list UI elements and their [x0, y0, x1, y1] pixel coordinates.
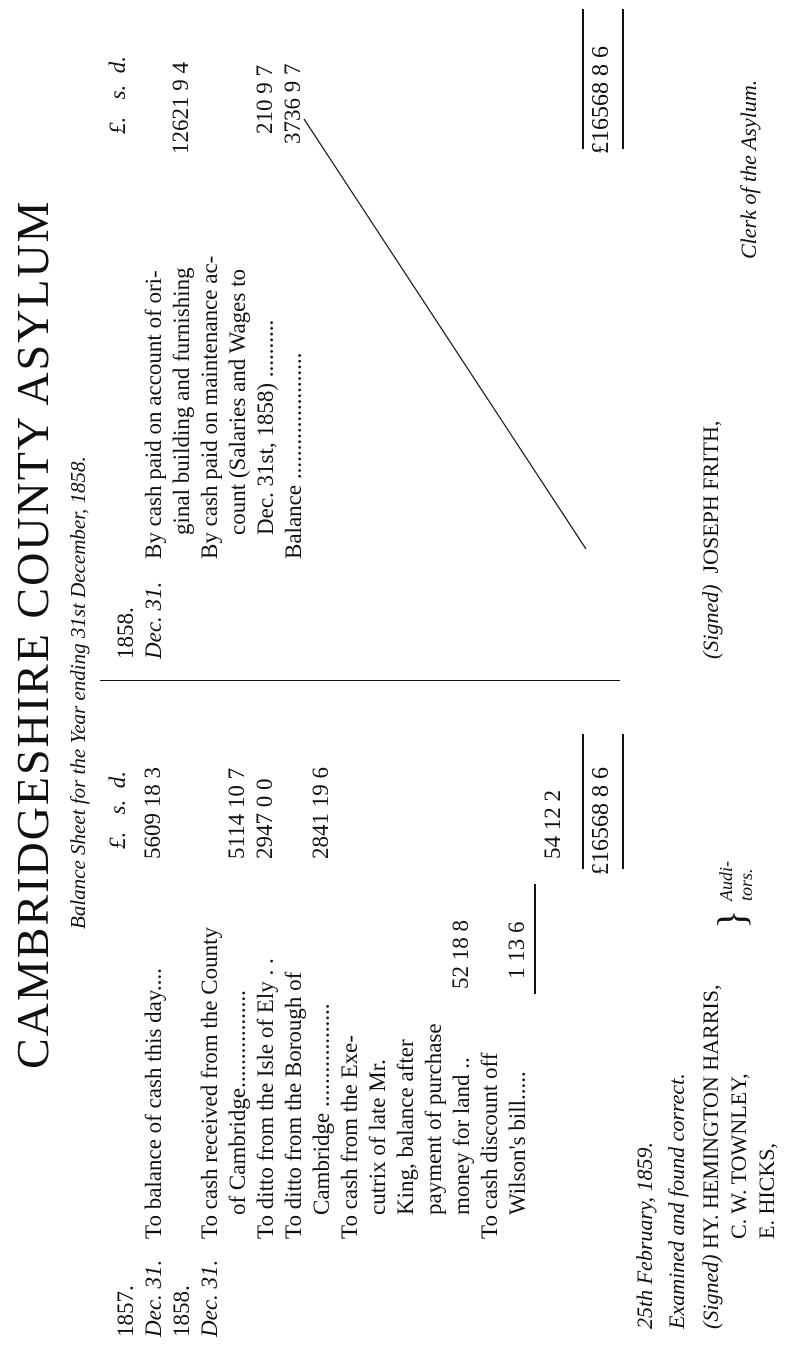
debit-subtotal: 54 12 2: [540, 790, 565, 859]
debit-entry: 1858. Dec. 31.: [169, 1259, 222, 1337]
credit-entry-text: By cash paid on account of ori- ginal building and furnishing: [141, 267, 194, 559]
debit-amount: 2947 0 0: [252, 778, 277, 859]
debit-entry-text: To ditto from the Borough of Cambridge ..................: [281, 971, 334, 1239]
debit-amount: 5114 10 7: [224, 767, 249, 859]
document-subtitle: Balance Sheet for the Year ending 31st December, 1858.: [66, 456, 90, 929]
credit-entry: 1858. Dec. 31.: [113, 581, 166, 659]
debit-currency-header: £. s. d.: [105, 771, 130, 849]
credit-entry-text: By cash paid on maintenance ac- count (Salaries and Wages to Dec. 31st, 1858) ..........: [197, 255, 278, 559]
footer-date: 25th February, 1859.: [632, 1142, 657, 1329]
debit-entry-text: To cash from the Exe- cutrix of late Mr. King, balance after payment of purchase money for land ..: [337, 1023, 474, 1239]
document-title: CAMBRIDGESHIRE COUNTY ASYLUM: [7, 199, 58, 1069]
auditor-name: E. HICKS,: [754, 1143, 779, 1239]
credit-entry-text: Balance ......................: [281, 352, 306, 559]
column-divider: [100, 680, 620, 681]
subtotal-rule: [534, 884, 536, 994]
debit-entry-text: To ditto from the Isle of Ely . .: [253, 958, 278, 1239]
auditors-label: Audi-tors.: [716, 861, 756, 901]
credit-amount: 210 9 7: [252, 65, 277, 134]
cancel-line: [300, 109, 590, 559]
debit-amount: 2841 19 6: [308, 767, 333, 859]
debit-entry: 1857. Dec. 31.: [113, 1259, 166, 1337]
debit-sub-amount: 52 18 8: [448, 920, 473, 989]
debit-entry-text: To balance of cash this day....: [141, 968, 166, 1239]
auditors-block: (Signed) HY. HEMINGTON HARRIS,: [698, 984, 723, 1329]
debit-total: £16568 8 6: [588, 767, 614, 875]
auditors-brace: }: [709, 909, 754, 929]
credit-total-rule: [622, 9, 624, 149]
credit-total: £16568 8 6: [588, 46, 614, 154]
credit-amount: 12621 9 4: [168, 62, 193, 154]
debit-sub-amount: 1 13 6: [504, 921, 529, 979]
clerk-title: Clerk of the Asylum.: [736, 79, 761, 259]
credit-currency-header: £. s. d.: [105, 56, 130, 134]
auditor-name: C. W. TOWNLEY,: [726, 1073, 751, 1239]
credit-amount: 3736 9 7: [280, 63, 305, 144]
clerk-block: (Signed) JOSEPH FRITH,: [698, 420, 723, 659]
footer-examined: Examined and found correct.: [664, 1073, 689, 1329]
credit-total-rule: [582, 9, 584, 149]
debit-entry-text: To cash discount off Wilson's bill.....: [477, 1052, 530, 1239]
debit-amount: 5609 18 3: [140, 767, 165, 859]
debit-entry-text: To cash received from the County of Cambridge.................: [197, 927, 250, 1239]
debit-total-rule: [582, 734, 584, 869]
debit-total-rule: [622, 734, 624, 869]
